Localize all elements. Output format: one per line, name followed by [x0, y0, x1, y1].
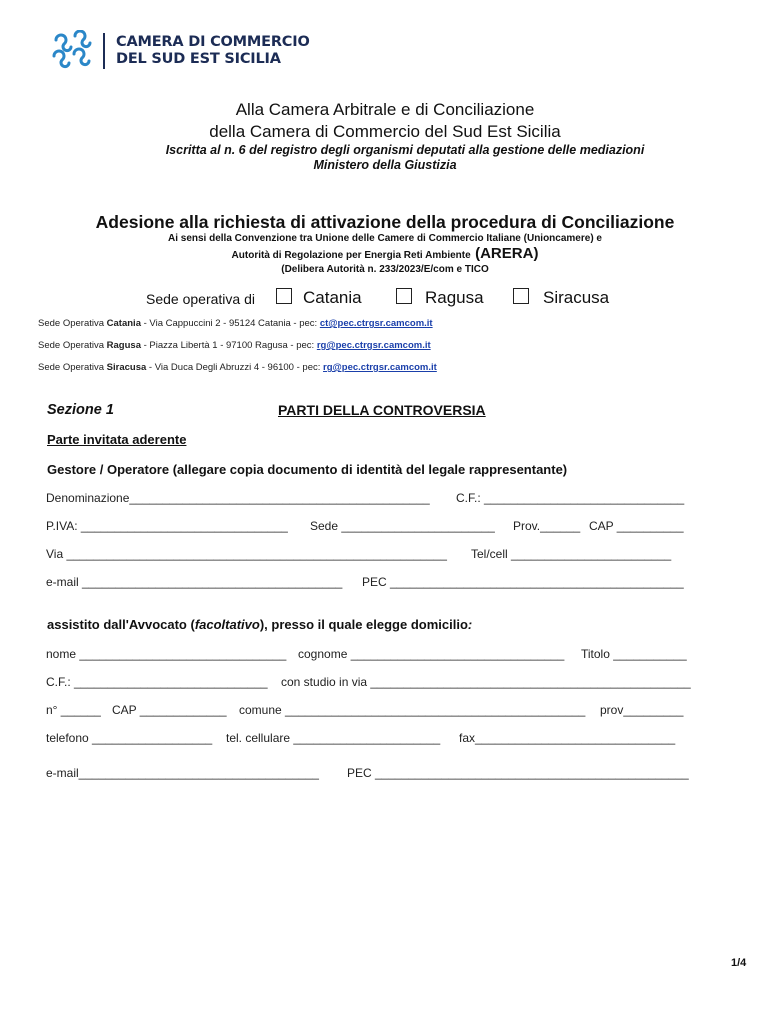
lawyer-heading-colon: :: [467, 617, 473, 632]
office-pec-link[interactable]: rg@pec.ctrgsr.camcom.it: [316, 340, 431, 351]
cognome-field[interactable]: cognome ________________________________: [298, 647, 565, 661]
office-name: Siracusa: [106, 362, 147, 373]
via-field[interactable]: Via _________________________________________________________: [46, 547, 447, 561]
party-heading: Parte invitata aderente: [47, 432, 187, 447]
document-title: Adesione alla richiesta di attivazione della procedura di Conciliazione: [95, 212, 675, 232]
fax-field[interactable]: fax______________________________: [459, 731, 676, 745]
authority-name: Autorità di Regolazione per Energia Reti Ambiente: [231, 250, 471, 261]
office-name: Catania: [106, 318, 141, 329]
arbitration-chamber-title: Alla Camera Arbitrale e di Conciliazione: [235, 100, 535, 119]
ministry-note: Ministero della Giustizia: [313, 158, 457, 172]
ragusa-checkbox[interactable]: [396, 288, 412, 304]
convention-line: Ai sensi della Convenzione tra Unione delle Camere di Commercio Italiane (Unioncamere) e: [167, 233, 602, 244]
logo-line-1: CAMERA DI COMMERCIO: [116, 34, 310, 50]
email-field[interactable]: e-mail _______________________________________: [46, 575, 343, 589]
operator-heading: Gestore / Operatore (allegare copia documento di identità del legale rappresentante): [47, 462, 568, 477]
ragusa-option-label: Ragusa: [425, 288, 484, 307]
office-address: - Via Duca Degli Abruzzi 4 - 96100 - pec:: [146, 362, 324, 373]
studio-via-field[interactable]: con studio in via ________________________________________________: [281, 675, 691, 689]
lawyer-pec-field[interactable]: PEC _______________________________________________: [347, 766, 689, 780]
catania-checkbox[interactable]: [276, 288, 292, 304]
lawyer-cf-field[interactable]: C.F.: _____________________________: [46, 675, 268, 689]
chamber-logo-icon: [50, 30, 96, 72]
piva-field[interactable]: P.IVA: _______________________________: [46, 519, 288, 533]
civic-number-field[interactable]: n° ______: [46, 703, 101, 717]
catania-option-label: Catania: [303, 288, 362, 307]
sede-label: Sede operativa di: [146, 291, 255, 307]
siracusa-option-label: Siracusa: [543, 288, 610, 307]
deliberation-line: (Delibera Autorità n. 233/2023/E/com e TICO: [281, 264, 489, 275]
office-ragusa: [38, 340, 431, 351]
authority-abbr: (ARERA): [475, 245, 539, 262]
pec-field[interactable]: PEC ____________________________________________: [362, 575, 684, 589]
office-siracusa: [38, 362, 437, 373]
lawyer-prov-field[interactable]: prov_________: [600, 703, 684, 717]
nome-field[interactable]: nome _______________________________: [46, 647, 287, 661]
lawyer-cap-field[interactable]: CAP _____________: [112, 703, 227, 717]
office-pec-link[interactable]: ct@pec.ctrgsr.camcom.it: [319, 318, 433, 329]
cellulare-field[interactable]: tel. cellulare ______________________: [226, 731, 441, 745]
logo-line-2: DEL SUD EST SICILIA: [116, 51, 281, 67]
lawyer-heading: [47, 617, 472, 632]
siracusa-checkbox[interactable]: [513, 288, 529, 304]
registry-note: Iscritta al n. 6 del registro degli organismi deputati alla gestione delle mediazioni: [165, 143, 645, 157]
lawyer-email-field[interactable]: e-mail____________________________________: [46, 766, 319, 780]
telefono-field[interactable]: telefono __________________: [46, 731, 213, 745]
office-pec-link[interactable]: rg@pec.ctrgsr.camcom.it: [323, 362, 437, 373]
titolo-field[interactable]: Titolo ___________: [581, 647, 687, 661]
office-prefix: Sede Operativa: [38, 340, 107, 351]
lawyer-heading-italic: facoltativo: [194, 617, 260, 632]
tel-cell-field[interactable]: Tel/cell ________________________: [471, 547, 672, 561]
section-label: Sezione 1: [47, 402, 114, 418]
page-number: 1/4: [731, 957, 747, 969]
office-prefix: Sede Operativa: [38, 318, 107, 329]
chamber-name-title: della Camera di Commercio del Sud Est Sicilia: [209, 122, 561, 141]
authority-line: [0, 245, 770, 263]
logo-text: [116, 34, 310, 68]
cf-field[interactable]: C.F.: ______________________________: [456, 491, 685, 505]
logo-divider: [103, 33, 105, 69]
lawyer-heading-start: assistito dall'Avvocato (: [47, 617, 195, 632]
sede-field[interactable]: Sede _______________________: [310, 519, 495, 533]
prov-field[interactable]: Prov.______: [513, 519, 581, 533]
office-name: Ragusa: [106, 340, 141, 351]
lawyer-heading-end: ), presso il quale elegge domicilio: [259, 617, 468, 632]
office-address: - Piazza Libertà 1 - 97100 Ragusa - pec:: [140, 340, 317, 351]
cap-field[interactable]: CAP __________: [589, 519, 684, 533]
section-title: PARTI DELLA CONTROVERSIA: [278, 402, 486, 418]
office-address: - Via Cappuccini 2 - 95124 Catania - pec:: [140, 318, 320, 329]
office-prefix: Sede Operativa: [38, 362, 107, 373]
denominazione-field[interactable]: Denominazione_____________________________________________: [46, 491, 430, 505]
office-catania: [38, 318, 433, 329]
comune-field[interactable]: comune _____________________________________________: [239, 703, 586, 717]
